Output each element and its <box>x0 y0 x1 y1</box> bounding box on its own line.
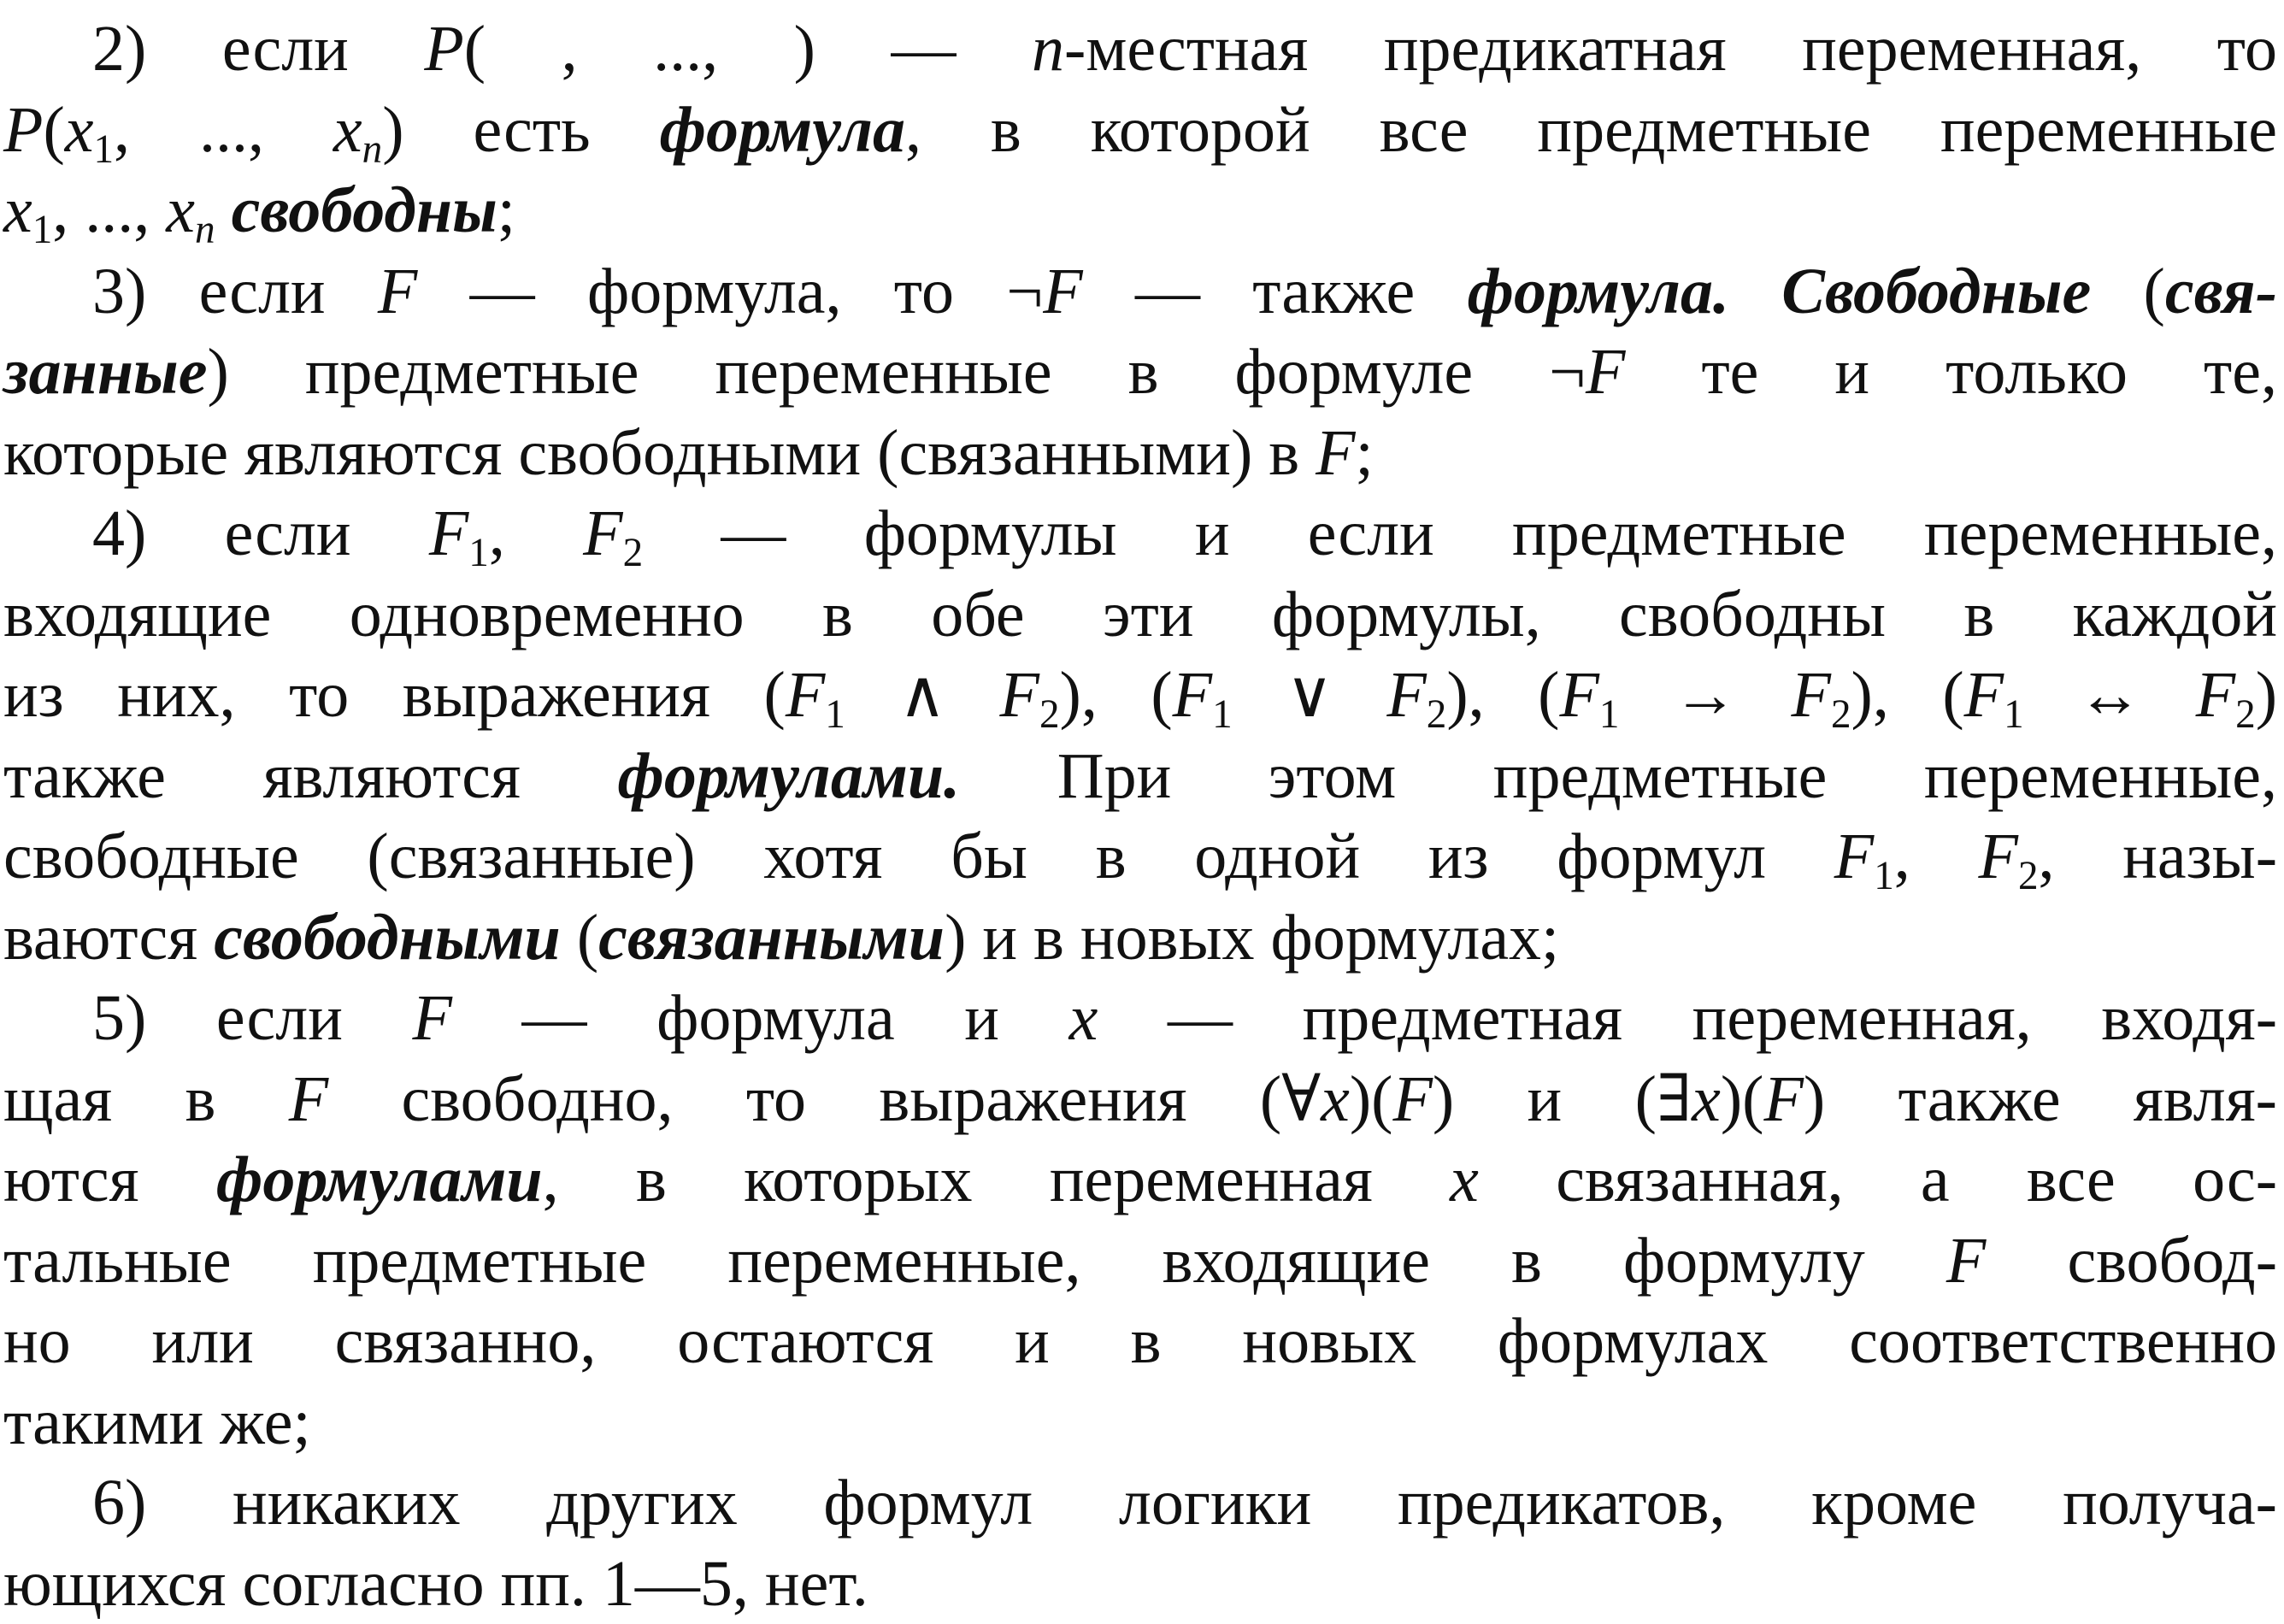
text-line: входящие одновременно в обе эти формулы, свободны в каждой <box>3 574 2277 656</box>
list-item-6 <box>3 1462 2277 1624</box>
text-line: $x_1$, ..., $x_n$ свободны; <box>3 170 2277 251</box>
text-line: $P(x_1$, ..., $x_n$) есть формула, в которой все предметные переменные <box>3 90 2277 171</box>
text-line: которые являются свободными (связанными) в F; <box>3 413 2277 494</box>
text-line: щая в F свободно, то выражения (∀x)(F) и (∃x)(F) также явля- <box>3 1059 2277 1140</box>
text-line: занные) предметные переменные в формуле ¬F те и только те, <box>3 332 2277 413</box>
text-line: 3) если F — формула, то ¬F — также формула. Свободные (свя- <box>3 251 2277 332</box>
text-line: ющихся согласно пп. 1—5, нет. <box>3 1544 2277 1624</box>
text-line: 2) если P( , ..., ) — n-местная предикатная переменная, то <box>3 9 2277 90</box>
list-item-2 <box>3 9 2277 251</box>
text-line: из них, то выражения ($F_1$ ∧ $F_2$), ($F_1$ ∨ $F_2$), $(F_1 \to F_2)$, ($F_1$ ↔ $F_2$) <box>3 655 2277 736</box>
list-item-4 <box>3 493 2277 978</box>
text-line: ются формулами, в которых переменная x связанная, а все ос- <box>3 1139 2277 1221</box>
text-line: 5) если F — формула и x — предметная переменная, входя- <box>3 978 2277 1059</box>
text-line: 4) если $F_1$, $F_2$ — формулы и если предметные переменные, <box>3 493 2277 574</box>
text-line: 6) никаких других формул логики предикатов, кроме получа- <box>3 1462 2277 1544</box>
text-line: тальные предметные переменные, входящие в формулу F свобод- <box>3 1221 2277 1302</box>
text-line: такими же; <box>3 1382 2277 1463</box>
text-line: также являются формулами. При этом предметные переменные, <box>3 736 2277 817</box>
text-line: свободные (связанные) хотя бы в одной из формул $F_1$, $F_2$, назы- <box>3 816 2277 897</box>
list-item-3 <box>3 251 2277 494</box>
text-line: ваются свободными (связанными) и в новых формулах; <box>3 897 2277 979</box>
text-line: но или связанно, остаются и в новых формулах соответственно <box>3 1301 2277 1382</box>
list-item-5 <box>3 978 2277 1462</box>
